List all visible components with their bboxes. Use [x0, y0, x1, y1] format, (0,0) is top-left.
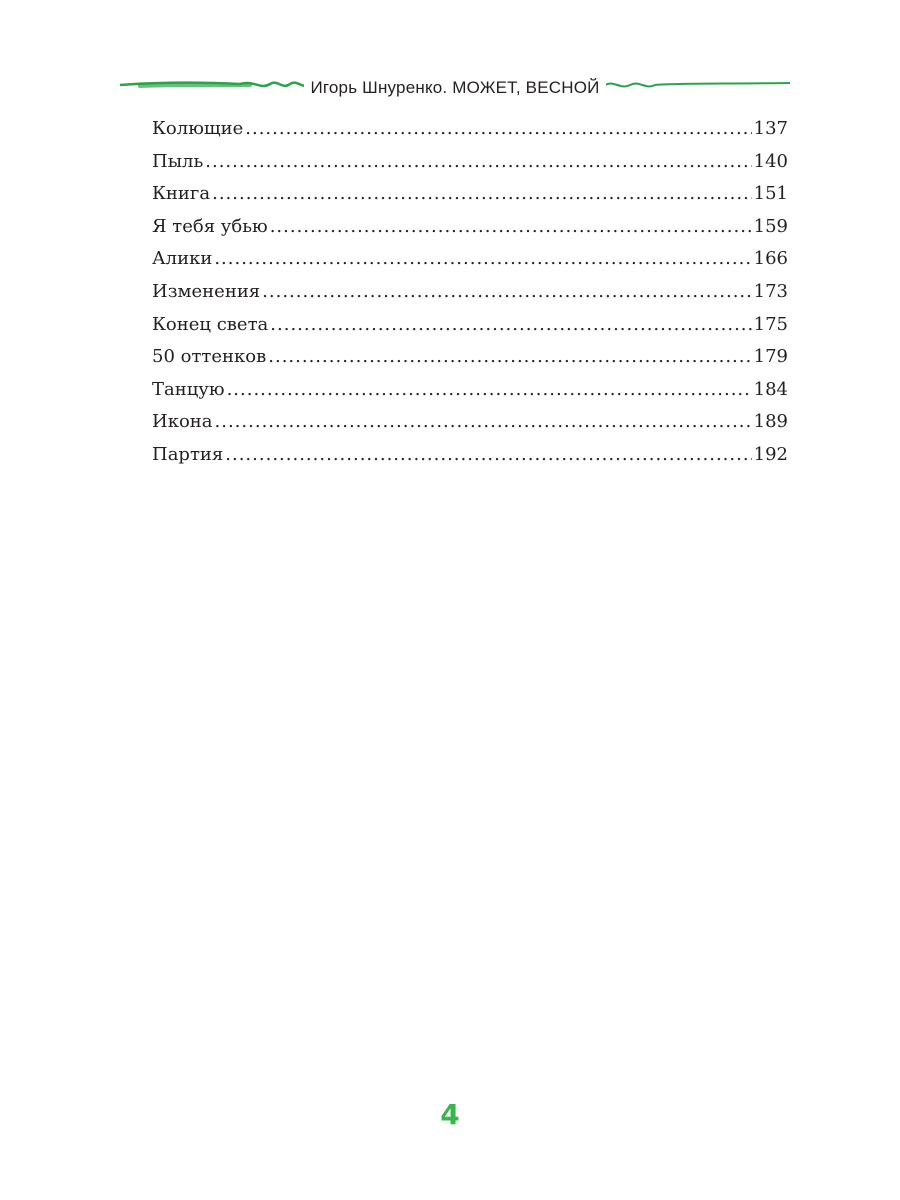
toc-entry-page: 184: [753, 378, 788, 400]
toc-leader-dots: [212, 183, 752, 204]
toc-entry-page: 140: [753, 150, 788, 172]
toc-entry-title: Колющие: [152, 118, 244, 139]
toc-entry-title: Икона: [152, 411, 213, 433]
running-header: [120, 68, 790, 108]
page-number: 4: [440, 1098, 460, 1131]
toc-entry-page: 151: [753, 183, 788, 205]
toc-leader-dots: [270, 314, 751, 335]
toc-entry-title: Алики: [152, 248, 213, 270]
toc-entry-page: 173: [753, 280, 788, 302]
toc-entry: [152, 118, 788, 151]
toc-entry-page: 159: [753, 215, 788, 237]
toc-entry-title: 50 оттенков: [152, 346, 267, 368]
toc-entry: [152, 314, 788, 347]
toc-leader-dots: [205, 151, 751, 172]
toc-entry: [152, 216, 788, 249]
toc-entry: [152, 379, 788, 412]
toc-entry-title: Партия: [152, 443, 224, 465]
toc-entry-page: 179: [753, 346, 788, 368]
toc-leader-dots: [270, 216, 752, 237]
toc-entry-title: Книга: [152, 183, 211, 205]
header-title-wrap: [120, 78, 790, 98]
toc-entry-page: 166: [753, 248, 788, 270]
toc-leader-dots: [214, 248, 751, 269]
toc-entry-page: 192: [753, 443, 788, 465]
toc-entry: [152, 248, 788, 281]
toc-entry-page: 137: [753, 118, 788, 139]
toc-entry: [152, 151, 788, 184]
toc-entry-title: Изменения: [152, 280, 261, 302]
toc-leader-dots: [215, 411, 752, 432]
toc-entry-title: Пыль: [152, 150, 204, 172]
toc-entry-title: Я тебя убью: [152, 215, 268, 237]
toc-leader-dots: [245, 118, 751, 139]
toc-entry: [152, 281, 788, 314]
toc-entry-page: 175: [753, 313, 788, 335]
toc-entry-page: 189: [753, 411, 788, 433]
toc-leader-dots: [268, 346, 751, 367]
toc-entry: [152, 346, 788, 379]
toc-entry-title: Конец света: [152, 313, 269, 335]
toc-leader-dots: [262, 281, 751, 302]
toc-leader-dots: [225, 444, 751, 465]
toc-leader-dots: [227, 379, 752, 400]
table-of-contents: [152, 118, 788, 477]
toc-entry: [152, 183, 788, 216]
toc-entry: [152, 411, 788, 444]
toc-entry: [152, 444, 788, 477]
header-title: Игорь Шнуренко. МОЖЕТ, ВЕСНОЙ: [304, 78, 605, 97]
toc-entry-title: Танцую: [152, 378, 225, 400]
